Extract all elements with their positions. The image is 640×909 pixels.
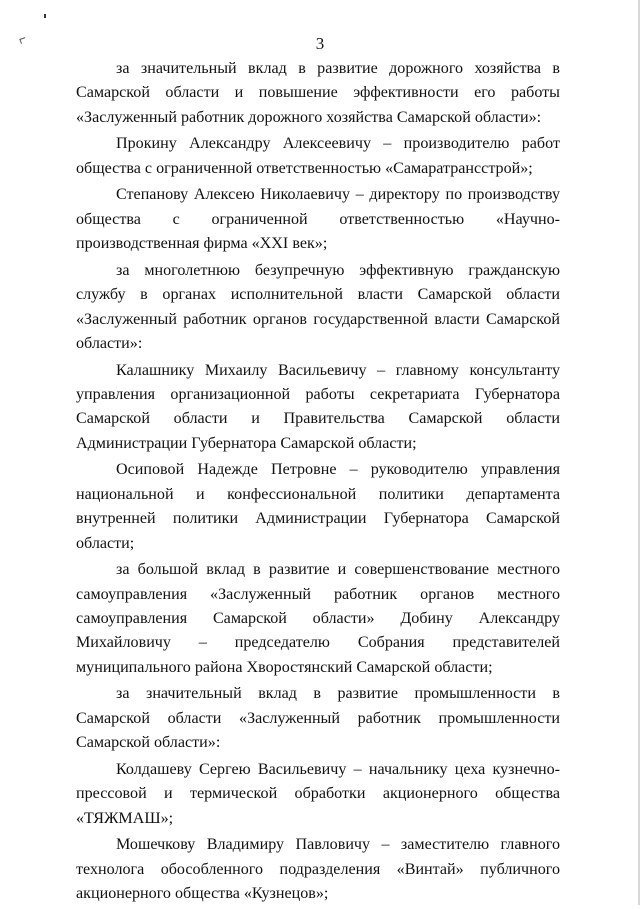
paragraph-award-industry: за значительный вклад в развитие промышленности в Самарской области «Заслуженный работник промышленности Самарской области»: bbox=[76, 685, 560, 752]
document-body bbox=[76, 57, 560, 909]
paragraph-award-local-government: за большой вклад в развитие и совершенствование местного самоуправления «Заслуженный работник органов местного самоуправления Самарской области» Добину Александру Михайловичу – председателю Собрания представителей муниципального района Хворостянский Самарской области; bbox=[76, 561, 560, 676]
paragraph-award-civil-service: за многолетнюю безупречную эффективную гражданскую службу в органах исполнительной власти Самарской области «Заслуженный работник органов государственной власти Самарской области»: bbox=[76, 261, 560, 353]
paragraph-award-road: за значительный вклад в развитие дорожного хозяйства в Самарской области и повышение эффективности его работы «Заслуженный работник дорожного хозяйства Самарской области»: bbox=[76, 60, 560, 126]
page-number: 3 bbox=[315, 34, 325, 53]
paragraph-koldashev: Колдашеву Сергею Васильевичу – начальнику цеха кузнечно-прессовой и термической обработки акционерного общества «ТЯЖМАШ»; bbox=[76, 760, 560, 827]
paragraph-osipova: Осиповой Надежде Петровне – руководителю управления национальной и конфессиональной политики департамента внутренней политики Администрации Губернатора Самарской области; bbox=[76, 461, 560, 552]
scan-mark bbox=[44, 14, 46, 18]
paragraph-moshechkov: Мошечкову Владимиру Павловичу – заместителю главного технолога обособленного подразделения «Винтай» публичного акционерного общества «Кузнецов»; bbox=[76, 836, 560, 903]
paragraph-kalashnik: Калашнику Михаилу Васильевичу – главному консультанту управления организационной работы секретариата Губернатора Самарской области и Правительства Самарской области Администрации Губернатора Самарской области; bbox=[76, 361, 560, 452]
paragraph-stepanov: Степанову Алексею Николаевичу – директору по производству общества с ограниченной ответственностью «Научно-производственная фирма «XXI век»; bbox=[76, 186, 560, 253]
paragraph-prokin: Прокину Александру Алексеевичу – производителю работ общества с ограниченной ответственностью «Самаратрансстрой»; bbox=[76, 135, 560, 177]
